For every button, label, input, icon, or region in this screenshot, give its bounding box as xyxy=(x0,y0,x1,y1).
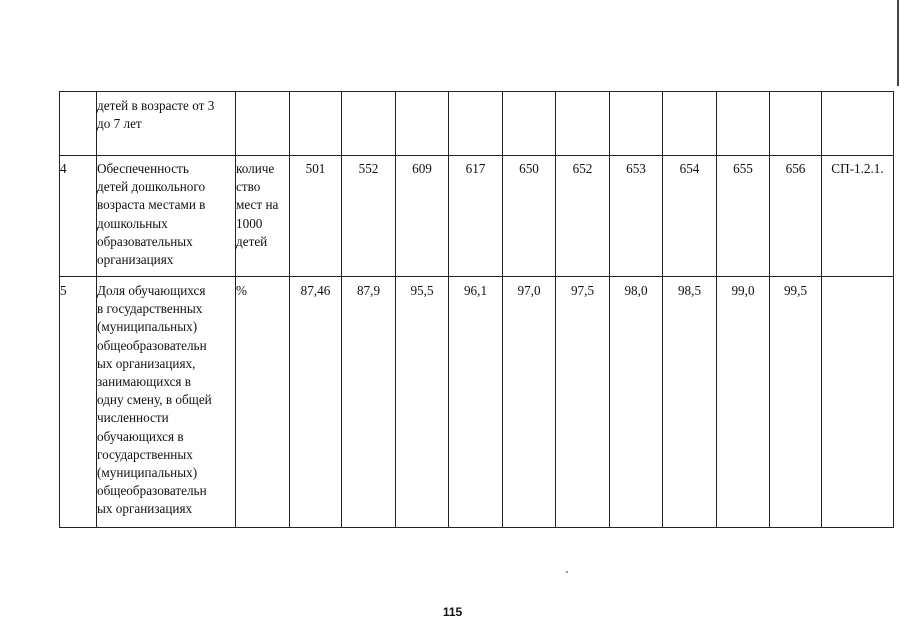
unit-line: ство xyxy=(236,179,261,195)
row-number-cell: 5 xyxy=(60,277,97,528)
indicators-table xyxy=(59,91,894,528)
indicator-name-line: до 7 лет xyxy=(97,116,142,132)
value-cell: 650 xyxy=(503,156,556,277)
indicator-name-line: детей дошкольного xyxy=(97,179,206,195)
unit-line: детей xyxy=(236,233,268,249)
indicator-name-line: ых организациях xyxy=(97,501,193,517)
unit-line: количе xyxy=(236,161,275,176)
value-cell: 501 xyxy=(290,156,342,277)
value-cell: 97,5 xyxy=(556,277,610,528)
value-cell xyxy=(503,92,556,156)
value-cell: 98,5 xyxy=(663,277,717,528)
value-cell: 656 xyxy=(770,156,822,277)
indicator-name-line: общеобразовательн xyxy=(97,483,207,499)
value-cell: 96,1 xyxy=(449,277,503,528)
source-cell xyxy=(822,277,894,528)
value-cell: 87,9 xyxy=(342,277,396,528)
unit-cell xyxy=(236,277,290,528)
value-cell: 652 xyxy=(556,156,610,277)
source-cell: СП-1.2.1. xyxy=(822,156,894,277)
value-cell xyxy=(396,92,449,156)
unit-cell xyxy=(236,92,290,156)
unit-cell xyxy=(236,156,290,277)
indicator-name-line: занимающихся в xyxy=(97,374,192,390)
indicator-name-line: (муниципальных) xyxy=(97,465,198,481)
table-row xyxy=(60,156,894,277)
page-number: 115 xyxy=(442,605,463,619)
value-cell xyxy=(610,92,663,156)
indicator-name-cell xyxy=(97,156,236,277)
indicator-name-cell xyxy=(97,92,236,156)
indicator-name-line: организациях xyxy=(97,252,174,268)
indicator-name-line: обучающихся в xyxy=(97,428,184,444)
source-cell xyxy=(822,92,894,156)
value-cell xyxy=(342,92,396,156)
value-cell: 617 xyxy=(449,156,503,277)
indicator-name-line: (муниципальных) xyxy=(97,319,198,335)
indicator-name-line: численности xyxy=(97,410,169,426)
value-cell xyxy=(663,92,717,156)
value-cell: 609 xyxy=(396,156,449,277)
value-cell: 655 xyxy=(717,156,770,277)
indicator-name-line: детей в возрасте от 3 xyxy=(97,98,215,113)
value-cell: 653 xyxy=(610,156,663,277)
indicator-name-line: общеобразовательн xyxy=(97,337,207,353)
indicator-name-line: Обеспеченность xyxy=(97,161,189,176)
value-cell: 654 xyxy=(663,156,717,277)
page-edge-line xyxy=(897,0,899,86)
indicator-name-line: ых организациях, xyxy=(97,355,196,371)
value-cell: 99,0 xyxy=(717,277,770,528)
row-number-cell xyxy=(60,92,97,156)
value-cell xyxy=(556,92,610,156)
value-cell: 97,0 xyxy=(503,277,556,528)
scan-artifact xyxy=(566,571,568,573)
value-cell: 87,46 xyxy=(290,277,342,528)
value-cell: 552 xyxy=(342,156,396,277)
value-cell xyxy=(770,92,822,156)
value-cell: 98,0 xyxy=(610,277,663,528)
row-number-cell: 4 xyxy=(60,156,97,277)
value-cell: 99,5 xyxy=(770,277,822,528)
value-cell xyxy=(449,92,503,156)
unit-line: % xyxy=(236,283,247,298)
unit-line: 1000 xyxy=(236,215,263,231)
indicator-name-cell xyxy=(97,277,236,528)
indicator-name-line: Доля обучающихся xyxy=(97,283,206,298)
indicator-name-line: одну смену, в общей xyxy=(97,392,212,408)
table-row xyxy=(60,277,894,528)
indicator-name-line: дошкольных xyxy=(97,215,168,231)
unit-line: мест на xyxy=(236,197,279,213)
table-row xyxy=(60,92,894,156)
indicator-name-line: в государственных xyxy=(97,301,203,317)
value-cell xyxy=(290,92,342,156)
value-cell xyxy=(717,92,770,156)
indicator-name-line: возраста местами в xyxy=(97,197,206,213)
indicator-name-line: государственных xyxy=(97,446,193,462)
value-cell: 95,5 xyxy=(396,277,449,528)
indicator-name-line: образовательных xyxy=(97,233,193,249)
